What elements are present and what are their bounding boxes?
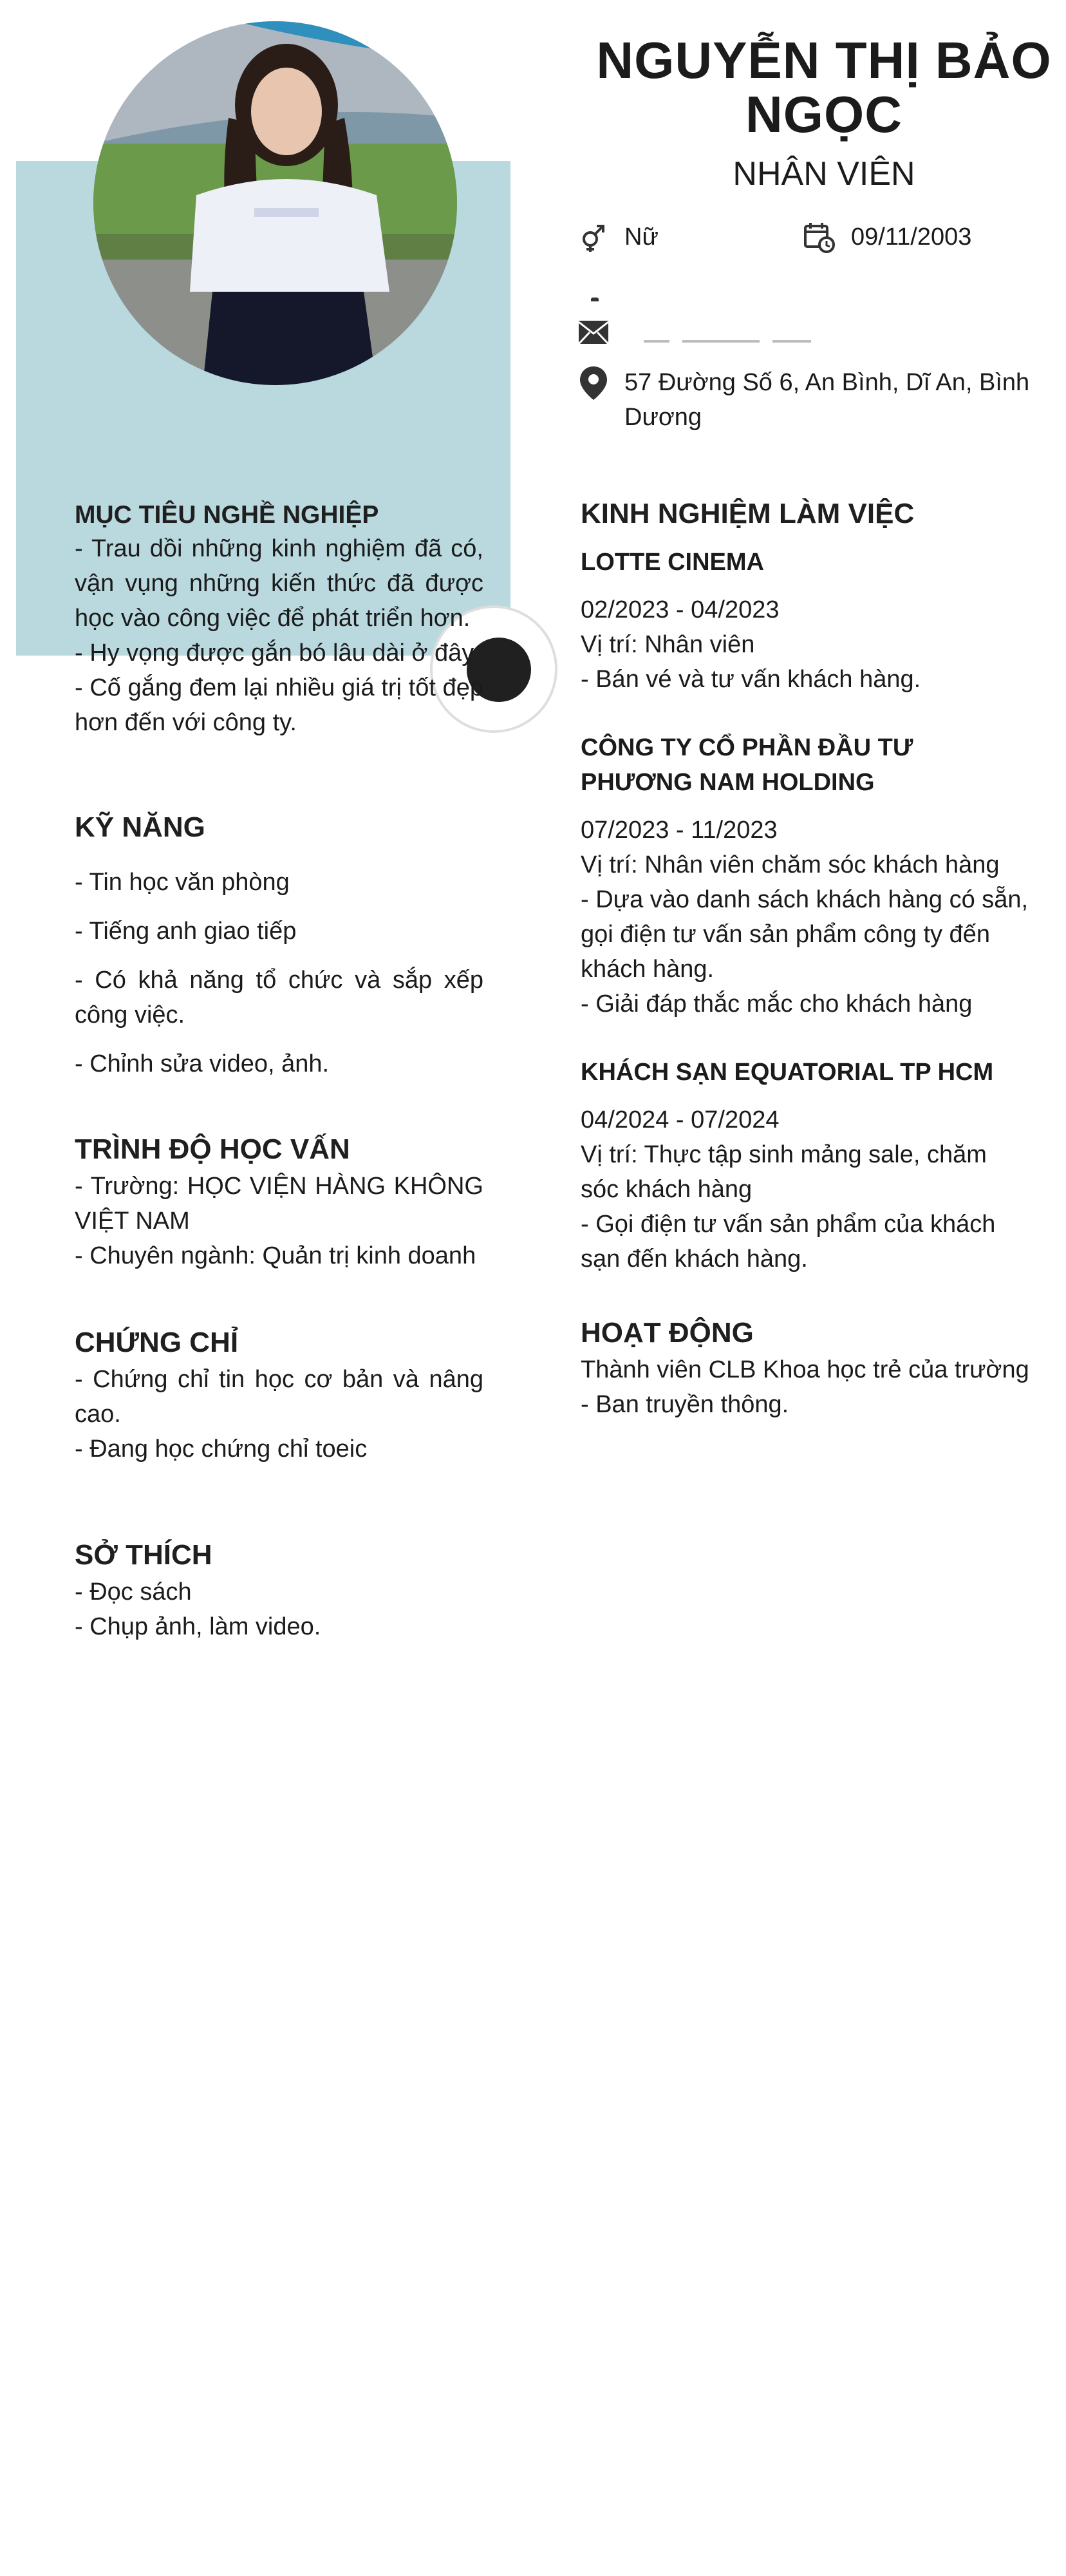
experience-section xyxy=(581,495,1031,1276)
certificate-line: - Đang học chứng chỉ toeic xyxy=(75,1435,368,1463)
experience-title: KINH NGHIỆM LÀM VIỆC xyxy=(581,498,915,529)
skill-item: - Tin học văn phòng xyxy=(75,869,290,896)
calendar-icon xyxy=(803,221,836,253)
activities-section xyxy=(581,1314,1031,1422)
job-entry xyxy=(581,730,1031,1021)
job-detail: - Gọi điện tư vấn sản phẩm của khách sạn đến khách hàng. xyxy=(581,1211,996,1273)
education-line: - Chuyên ngành: Quản trị kinh doanh xyxy=(75,1242,476,1269)
certificates-title: CHỨNG CHỈ xyxy=(75,1327,239,1358)
hobby-line: - Chụp ảnh, làm video. xyxy=(75,1613,321,1640)
certificates-section xyxy=(75,1323,483,1466)
job-period: 02/2023 - 04/2023 xyxy=(581,596,780,623)
activities-text: Thành viên CLB Khoa học trẻ của trường - Ban truyền thông. xyxy=(581,1356,1029,1418)
education-line: - Trường: HỌC VIỆN HÀNG KHÔNG VIỆT NAM xyxy=(75,1173,483,1235)
hobbies-title: SỞ THÍCH xyxy=(75,1539,212,1571)
objective-line: - Cố gắng đem lại nhiều giá trị tốt đẹp hơn đến với công ty. xyxy=(75,674,483,736)
job-entry xyxy=(581,545,1031,697)
job-company: CÔNG TY CỔ PHẦN ĐẦU TƯ PHƯƠNG NAM HOLDING xyxy=(581,734,913,796)
location-pin-icon xyxy=(577,365,610,401)
activities-title: HOẠT ĐỘNG xyxy=(581,1317,754,1349)
gender-value: Nữ xyxy=(624,223,659,251)
objective-line: - Hy vọng được gắn bó lâu dài ở đây xyxy=(75,639,474,667)
job-detail: - Bán vé và tư vấn khách hàng. xyxy=(581,666,921,693)
phone-icon xyxy=(591,298,599,301)
email-value-clipped xyxy=(644,340,837,346)
address-value: 57 Đường Số 6, An Bình, Dĩ An, Bình Dương xyxy=(624,369,1030,431)
job-company: LOTTE CINEMA xyxy=(581,549,764,576)
job-detail: - Giải đáp thắc mắc cho khách hàng xyxy=(581,990,973,1018)
objective-section xyxy=(75,499,483,740)
hobbies-section xyxy=(75,1536,483,1644)
gender-icon xyxy=(577,221,610,253)
certificate-line: - Chứng chỉ tin học cơ bản và nâng cao. xyxy=(75,1366,483,1428)
job-period: 07/2023 - 11/2023 xyxy=(581,817,778,844)
skill-item: - Tiếng anh giao tiếp xyxy=(75,918,297,945)
skill-item: - Có khả năng tổ chức và sắp xếp công việc. xyxy=(75,967,483,1028)
job-detail: - Dựa vào danh sách khách hàng có sẵn, gọi điện tư vấn sản phẩm công ty đến khách hàng. xyxy=(581,886,1029,983)
candidate-name: NGUYỄN THỊ BẢO NGỌC xyxy=(596,32,1052,143)
job-period: 04/2024 - 07/2024 xyxy=(581,1106,780,1133)
job-position: Vị trí: Nhân viên chăm sóc khách hàng xyxy=(581,851,1000,878)
education-section xyxy=(75,1130,483,1291)
skill-item: - Chỉnh sửa video, ảnh. xyxy=(75,1050,330,1077)
objective-line: - Trau dồi những kinh nghiệm đã có, vận vụng những kiến thức đã được học vào công việc để phát triển hơn. xyxy=(75,535,483,632)
objective-title: MỤC TIÊU NGHỀ NGHIỆP xyxy=(75,501,379,529)
education-title: TRÌNH ĐỘ HỌC VẤN xyxy=(75,1133,350,1165)
profile-photo xyxy=(93,21,457,385)
mail-icon xyxy=(577,319,610,345)
skills-section xyxy=(75,808,483,1081)
skills-title: KỸ NĂNG xyxy=(75,811,205,843)
hobby-line: - Đọc sách xyxy=(75,1578,192,1605)
birthday-value: 09/11/2003 xyxy=(851,223,972,251)
job-company: KHÁCH SẠN EQUATORIAL TP HCM xyxy=(581,1059,994,1086)
job-position: Vị trí: Thực tập sinh mảng sale, chăm sóc khách hàng xyxy=(581,1141,987,1203)
job-entry xyxy=(581,1055,1031,1276)
job-position: Vị trí: Nhân viên xyxy=(581,631,755,658)
candidate-role: NHÂN VIÊN xyxy=(733,155,915,193)
